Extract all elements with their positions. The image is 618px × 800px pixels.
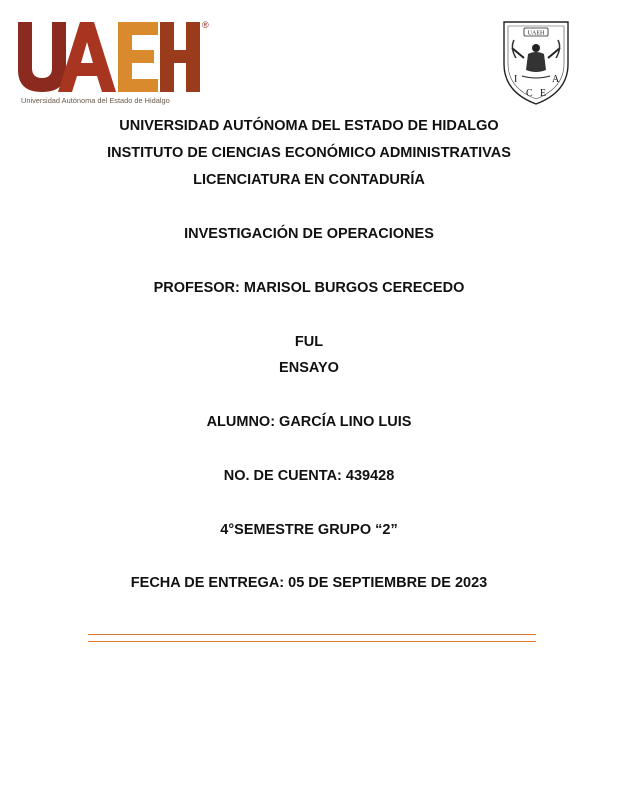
seal-letter-c: C xyxy=(526,88,533,99)
seal-letter-i: I xyxy=(514,74,518,85)
logo-caption: Universidad Autónoma del Estado de Hidalgo xyxy=(21,96,170,105)
divider-line xyxy=(88,634,536,635)
university-name: UNIVERSIDAD AUTÓNOMA DEL ESTADO DE HIDALGO xyxy=(119,118,499,134)
registered-mark: ® xyxy=(202,20,209,30)
topic-title: FUL xyxy=(294,334,324,350)
seal-letter-a: A xyxy=(552,74,560,85)
divider-line xyxy=(88,641,536,642)
document-type: ENSAYO xyxy=(279,360,339,376)
institute-name: INSTITUTO DE CIENCIAS ECONÓMICO ADMINISTRATIVAS xyxy=(107,145,511,161)
degree-name: LICENCIATURA EN CONTADURÍA xyxy=(193,172,425,188)
student-name: ALUMNO: GARCÍA LINO LUIS xyxy=(206,414,412,430)
subject-name: INVESTIGACIÓN DE OPERACIONES xyxy=(184,226,434,242)
professor-name: PROFESOR: MARISOL BURGOS CERECEDO xyxy=(153,280,465,296)
uaeh-wordmark xyxy=(18,18,203,96)
due-date: FECHA DE ENTREGA: 05 DE SEPTIEMBRE DE 2023 xyxy=(130,575,488,591)
icea-seal xyxy=(500,18,572,106)
icea-crest-icon xyxy=(500,18,572,106)
seal-letter-e: E xyxy=(540,88,547,99)
uaeh-logo xyxy=(18,18,209,106)
account-number: NO. DE CUENTA: 439428 xyxy=(223,468,395,484)
seal-banner: UAEH xyxy=(527,30,545,37)
semester-group: 4°SEMESTRE GRUPO “2” xyxy=(220,522,398,538)
